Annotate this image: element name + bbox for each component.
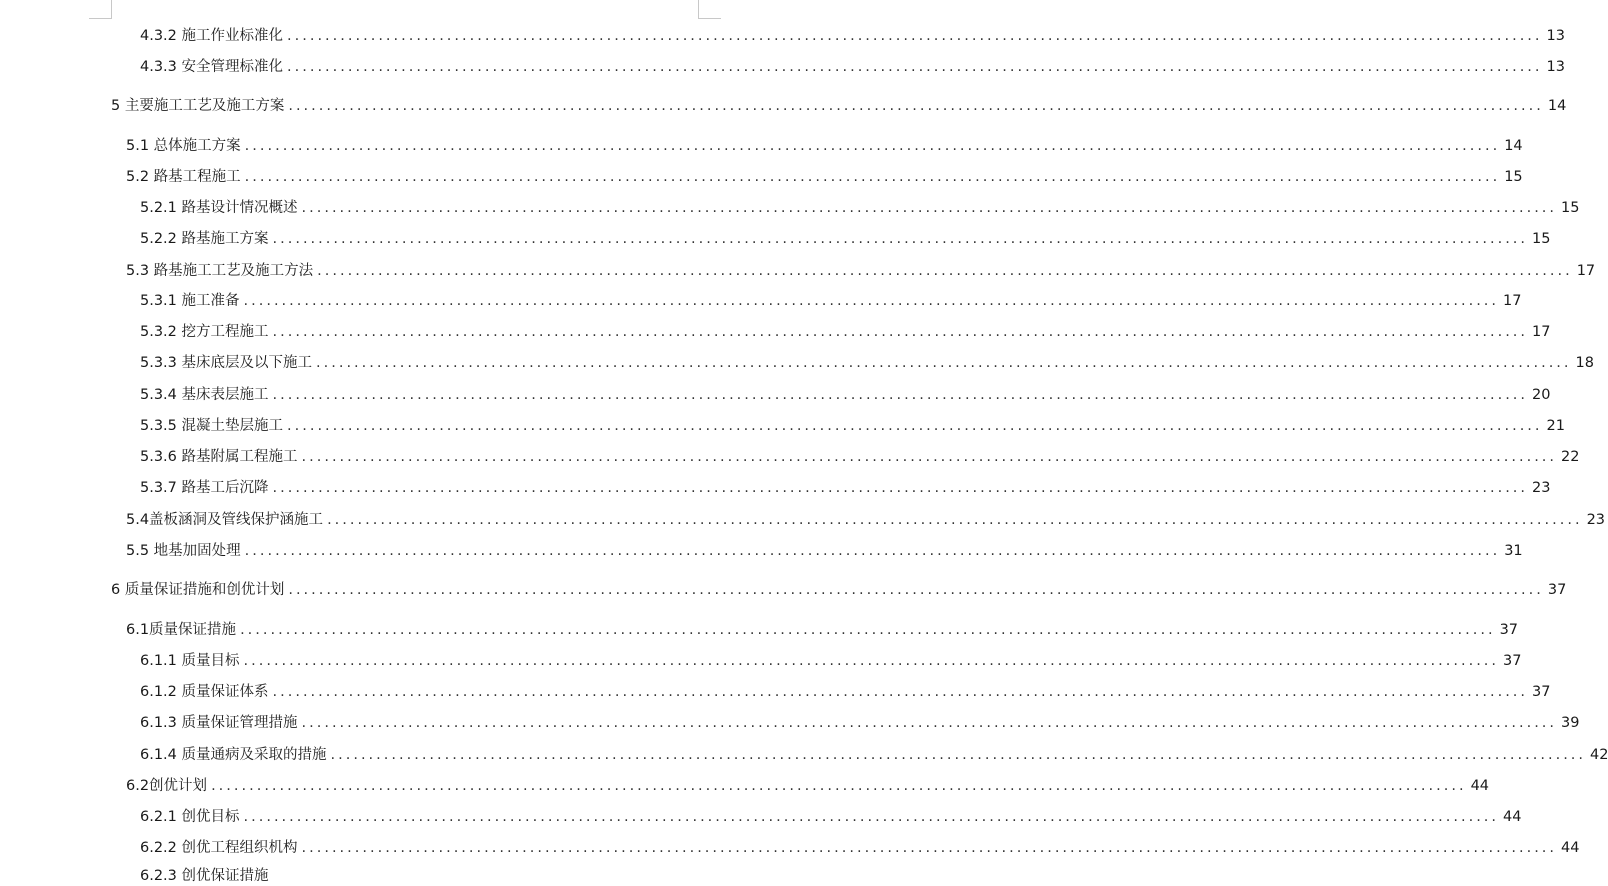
toc-entry[interactable] bbox=[140, 57, 1565, 77]
toc-dot-leader bbox=[288, 96, 1544, 116]
toc-entry[interactable] bbox=[140, 807, 1522, 827]
toc-dot-leader bbox=[317, 261, 1573, 281]
toc-entry-title: 5.3.1 施工准备 bbox=[140, 293, 240, 309]
toc-page-number: 37 bbox=[1499, 622, 1519, 638]
toc-entry-title: 5.3.7 路基工后沉降 bbox=[140, 480, 269, 496]
toc-entry[interactable] bbox=[140, 353, 1594, 373]
toc-dot-leader bbox=[287, 416, 1543, 436]
toc-page-number: 15 bbox=[1504, 169, 1523, 185]
toc-entry[interactable] bbox=[140, 682, 1551, 702]
toc-entry-title: 6.1.4 质量通病及采取的措施 bbox=[140, 747, 327, 763]
toc-page-number: 44 bbox=[1470, 778, 1490, 794]
toc-entry-title: 6.1.2 质量保证体系 bbox=[140, 684, 269, 700]
toc-entry-title: 5.2.1 路基设计情况概述 bbox=[140, 200, 298, 216]
toc-dot-leader bbox=[240, 620, 1496, 640]
toc-page-number: 23 bbox=[1586, 512, 1606, 528]
toc-entry-title: 6.1质量保证措施 bbox=[126, 622, 237, 638]
toc-dot-leader bbox=[245, 167, 1501, 187]
toc-entry-title: 5.1 总体施工方案 bbox=[126, 138, 241, 154]
toc-dot-leader bbox=[273, 478, 1529, 498]
toc-entry[interactable] bbox=[140, 713, 1580, 733]
toc-entry-title: 5.3.5 混凝土垫层施工 bbox=[140, 418, 284, 434]
toc-dot-leader bbox=[316, 353, 1572, 373]
toc-entry-cut-off: 6.2.3 创优保证措施 bbox=[140, 868, 269, 884]
toc-page-number: 37 bbox=[1547, 582, 1567, 598]
toc-dot-leader bbox=[273, 322, 1529, 342]
toc-dot-leader bbox=[287, 26, 1543, 46]
toc-entry-title: 5.3.6 路基附属工程施工 bbox=[140, 449, 298, 465]
toc-dot-leader bbox=[244, 807, 1500, 827]
toc-entry-title: 6.2.1 创优目标 bbox=[140, 809, 240, 825]
toc-page-number: 42 bbox=[1590, 747, 1608, 763]
toc-entry[interactable] bbox=[126, 776, 1490, 796]
toc-dot-leader bbox=[273, 229, 1529, 249]
toc-dot-leader bbox=[302, 838, 1558, 858]
toc-entry-title: 5.4盖板涵洞及管线保护涵施工 bbox=[126, 512, 324, 528]
toc-dot-leader bbox=[302, 713, 1558, 733]
toc-page-number: 23 bbox=[1532, 480, 1551, 496]
toc-entry[interactable] bbox=[126, 541, 1523, 561]
toc-entry-title: 5.3.3 基床底层及以下施工 bbox=[140, 355, 313, 371]
toc-entry-title: 5.3.2 挖方工程施工 bbox=[140, 324, 269, 340]
toc-entry-title: 6.1.1 质量目标 bbox=[140, 653, 240, 669]
toc-entry-title: 6.2.2 创优工程组织机构 bbox=[140, 840, 298, 856]
toc-page-number: 17 bbox=[1576, 263, 1596, 279]
toc-entry-title: 6.1.3 质量保证管理措施 bbox=[140, 715, 298, 731]
toc-page-number: 18 bbox=[1575, 355, 1594, 371]
toc-page-number: 39 bbox=[1561, 715, 1580, 731]
toc-page-number: 21 bbox=[1546, 418, 1565, 434]
toc-page-number: 31 bbox=[1504, 543, 1523, 559]
toc-entry-title: 6 质量保证措施和创优计划 bbox=[111, 582, 285, 598]
toc-entry[interactable] bbox=[140, 447, 1580, 467]
toc-entry[interactable] bbox=[140, 745, 1608, 765]
toc-page-number: 13 bbox=[1546, 28, 1565, 44]
toc-dot-leader bbox=[244, 651, 1500, 671]
toc-entry-title: 5.2 路基工程施工 bbox=[126, 169, 241, 185]
toc-entry[interactable] bbox=[140, 385, 1551, 405]
toc-page-number: 44 bbox=[1503, 809, 1522, 825]
toc-dot-leader bbox=[302, 447, 1558, 467]
toc-dot-leader bbox=[302, 198, 1558, 218]
toc-entry[interactable] bbox=[140, 478, 1551, 498]
toc-entry-title: 5.2.2 路基施工方案 bbox=[140, 231, 269, 247]
toc-dot-leader bbox=[273, 682, 1529, 702]
toc-entry[interactable] bbox=[140, 651, 1522, 671]
toc-page-number: 37 bbox=[1532, 684, 1551, 700]
toc-entry[interactable] bbox=[140, 26, 1565, 46]
toc-entry[interactable] bbox=[126, 620, 1519, 640]
toc-page-number: 14 bbox=[1504, 138, 1523, 154]
toc-entry-title: 4.3.3 安全管理标准化 bbox=[140, 59, 284, 75]
toc-page-number: 15 bbox=[1532, 231, 1551, 247]
toc-page-number: 44 bbox=[1561, 840, 1580, 856]
toc-dot-leader bbox=[331, 745, 1587, 765]
toc-entry[interactable] bbox=[126, 136, 1523, 156]
toc-dot-leader bbox=[327, 510, 1583, 530]
toc-entry-title: 5.5 地基加固处理 bbox=[126, 543, 241, 559]
toc-entry[interactable] bbox=[126, 167, 1523, 187]
toc-entry[interactable] bbox=[111, 580, 1567, 600]
toc-page-number: 13 bbox=[1546, 59, 1565, 75]
toc-entry[interactable] bbox=[140, 416, 1565, 436]
toc-entry-title: 4.3.2 施工作业标准化 bbox=[140, 28, 284, 44]
toc-entry-title: 5.3.4 基床表层施工 bbox=[140, 387, 269, 403]
toc-entry[interactable] bbox=[140, 838, 1580, 858]
toc-entry[interactable] bbox=[140, 229, 1551, 249]
toc-page-number: 37 bbox=[1503, 653, 1522, 669]
toc-entry[interactable] bbox=[126, 510, 1606, 530]
toc-dot-leader bbox=[287, 57, 1543, 77]
toc-page-number: 17 bbox=[1503, 293, 1522, 309]
toc-entry[interactable] bbox=[126, 261, 1596, 281]
toc-entry[interactable] bbox=[140, 322, 1551, 342]
toc-dot-leader bbox=[244, 291, 1500, 311]
toc-dot-leader bbox=[288, 580, 1544, 600]
toc-entry-title: 5.3 路基施工工艺及施工方法 bbox=[126, 263, 314, 279]
toc-dot-leader bbox=[245, 541, 1501, 561]
toc-dot-leader bbox=[211, 776, 1467, 796]
toc-entry[interactable] bbox=[111, 96, 1567, 116]
toc-page-number: 14 bbox=[1547, 98, 1567, 114]
toc-entry[interactable] bbox=[140, 198, 1580, 218]
toc-entry-title: 6.2创优计划 bbox=[126, 778, 208, 794]
toc-dot-leader bbox=[273, 385, 1529, 405]
toc-entry[interactable] bbox=[140, 291, 1522, 311]
toc-dot-leader bbox=[245, 136, 1501, 156]
toc-entry-title: 5 主要施工工艺及施工方案 bbox=[111, 98, 285, 114]
toc-page-number: 15 bbox=[1561, 200, 1580, 216]
toc-page-number: 22 bbox=[1561, 449, 1580, 465]
toc-page-number: 20 bbox=[1532, 387, 1551, 403]
toc-page-number: 17 bbox=[1532, 324, 1551, 340]
